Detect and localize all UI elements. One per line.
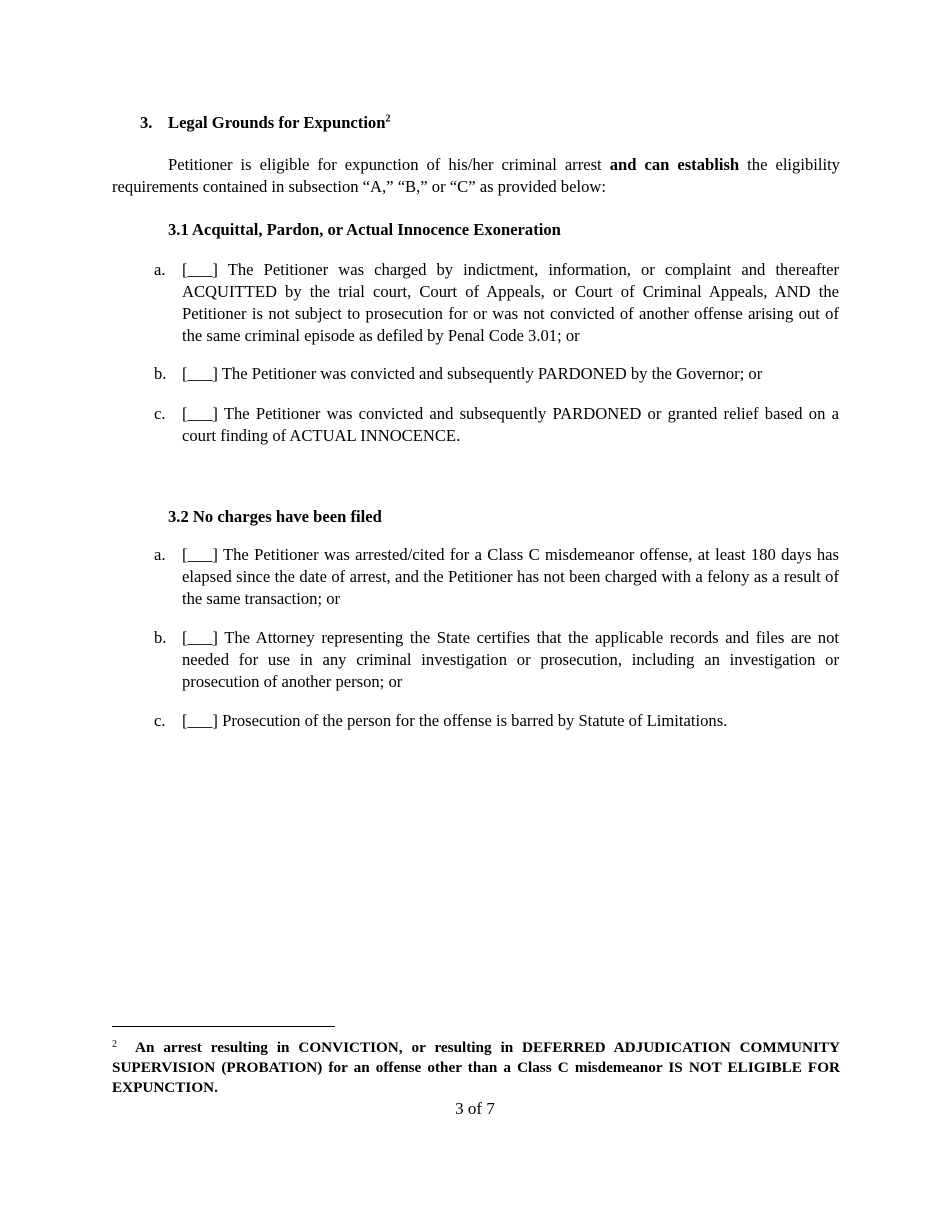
list-item-letter: c. xyxy=(154,404,166,423)
list-item-letter: c. xyxy=(154,711,166,730)
list-item-text: [___] The Petitioner was arrested/cited for a Class C misdemeanor offense, at least 180 days has elapsed since the date of arrest, and the Petitioner has not been charged with a felony as a result of the same transaction; or xyxy=(182,545,839,608)
list-item-text: [___] The Attorney representing the State certifies that the applicable records and files are not needed for use in any criminal investigation or prosecution, including an investigation or prosecution of another person; or xyxy=(182,628,839,691)
footnote-text: An arrest resulting in CONVICTION, or resulting in DEFERRED ADJUDICATION COMMUNITY SUPERVISION (PROBATION) for an offense other than a Class C misdemeanor IS NOT ELIGIBLE FOR EXPUNCTION. xyxy=(112,1039,840,1096)
list-item-text: [___] The Petitioner was convicted and subsequently PARDONED or granted relief based on a court finding of ACTUAL INNOCENCE. xyxy=(182,404,839,445)
section-title-text: Legal Grounds for Expunction xyxy=(168,113,386,132)
footnote-separator xyxy=(112,1026,335,1027)
footnote-mark: 2 xyxy=(112,1039,117,1050)
footnote xyxy=(112,1038,840,1098)
list-item-text: [___] The Petitioner was charged by indictment, information, or complaint and thereafter ACQUITTED by the trial court, Court of Appeals, or Court of Criminal Appeals, AND the Petitioner is not subject to prosecution for or was not convicted of another offense arising out of the same criminal episode as defiled by Penal Code 3.01; or xyxy=(182,260,839,345)
subsection-title-3-2: 3.2 No charges have been filed xyxy=(168,507,382,526)
footnote-reference: 2 xyxy=(385,113,391,125)
section-title xyxy=(168,112,390,134)
list-item-letter: b. xyxy=(154,628,167,647)
list-item-letter: a. xyxy=(154,545,166,564)
page-number: 3 of 7 xyxy=(455,1099,495,1118)
subsection-title-3-1: 3.1 Acquittal, Pardon, or Actual Innocence Exoneration xyxy=(168,220,561,239)
intro-text-end: the eligibility requirements contained in subsection “A,” “B,” or “C” as provided below: xyxy=(112,155,840,196)
section-number: 3. xyxy=(140,113,153,132)
intro-text-bold: and can establish xyxy=(609,155,740,174)
intro-text-start: Petitioner is eligible for expunction of his/her criminal arrest xyxy=(168,155,610,174)
list-item-text: [___] Prosecution of the person for the offense is barred by Statute of Limitations. xyxy=(182,711,728,730)
list-item-letter: a. xyxy=(154,260,166,279)
list-item-text: [___] The Petitioner was convicted and subsequently PARDONED by the Governor; or xyxy=(182,364,763,383)
list-item-letter: b. xyxy=(154,364,167,383)
intro-paragraph xyxy=(112,154,840,198)
